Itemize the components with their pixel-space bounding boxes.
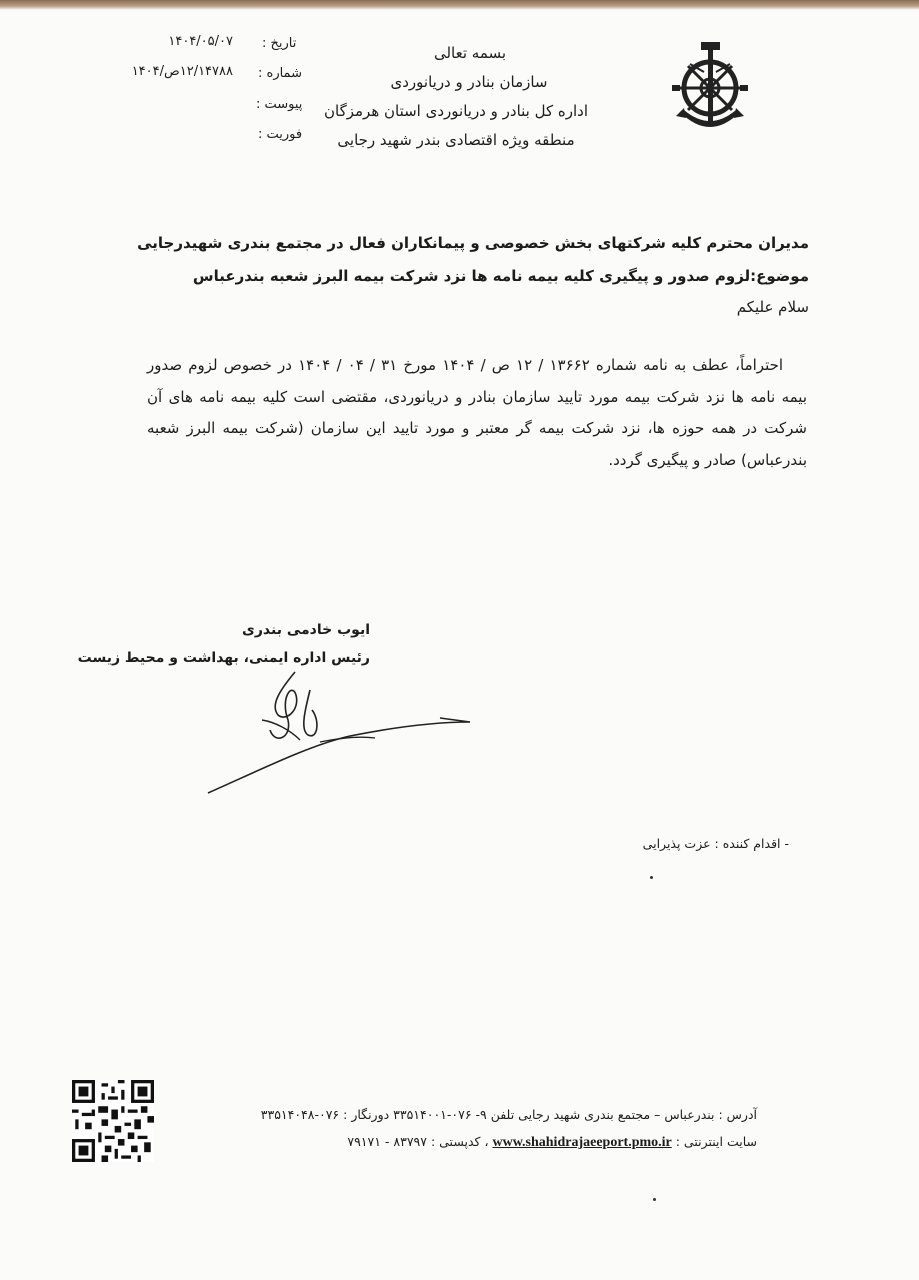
website-prefix: سایت اینترنتی : <box>675 1134 757 1149</box>
date-value: ۱۴۰۴/۰۵/۰۷ <box>168 34 233 49</box>
signatory-name: ایوب خادمی بندری <box>242 622 370 638</box>
website-link[interactable]: www.shahidrajaeeport.pmo.ir <box>492 1135 672 1150</box>
recipient-line: مدیران محترم کلیه شرکتهای بخش خصوصی و پیمانکاران فعال در مجتمع بندری شهیدرجایی <box>137 234 809 252</box>
footer-website-line <box>347 1134 757 1151</box>
paper-speck <box>650 876 653 879</box>
number-label: شماره : <box>258 66 302 81</box>
greeting-line: سلام علیکم <box>736 298 809 316</box>
paper-top-edge <box>0 0 919 10</box>
letter-body: احتراماً، عطف به نامه شماره ۱۳۶۶۲ / ۱۲ ص / ۱۴۰۴ مورخ ۳۱ / ۰۴ / ۱۴۰۴ در خصوص لزوم صدور بیمه نامه ها نزد شرکت بیمه مورد تایید سازمان بنادر و دریانوردی، مقتضی است کلیه بیمه نامه های آن شرکت در همه حوزه ها، نزد شرکت بیمه گر معتبر و مورد تایید این سازمان (شرکت بیمه البرز شعبه بندرعباس) صادر و پیگیری گردد. <box>147 356 807 469</box>
footer-address: آدرس : بندرعباس – مجتمع بندری شهید رجایی تلفن ۹- ۰۷۶-۳۳۵۱۴۰۰۱ دورنگار : ۰۷۶-۳۳۵۱۴۰۴۸ <box>260 1107 757 1122</box>
bismillah-text: بسمه تعالی <box>433 44 507 62</box>
postal-code: ، کدپستی : ۸۳۷۹۷ - ۷۹۱۷۱ <box>347 1134 489 1149</box>
org-line-2: اداره کل بنادر و دریانوردی استان هرمزگان <box>324 102 588 120</box>
action-by-line: - اقدام کننده : عزت پذیرایی <box>642 836 789 851</box>
ports-organization-logo-icon <box>668 42 752 140</box>
letterhead-center <box>306 39 606 155</box>
paper-speck <box>653 1198 656 1201</box>
urgency-label: فوریت : <box>258 127 303 142</box>
org-line-1: سازمان بنادر و دریانوردی <box>390 73 548 91</box>
date-label: تاریخ : <box>262 36 297 51</box>
qr-code-icon <box>72 1080 154 1162</box>
attachment-label: پیوست : <box>256 97 303 112</box>
signatory-title: رئیس اداره ایمنی، بهداشت و محیط زیست <box>77 650 370 666</box>
number-value: ۱۲/۱۴۷۸۸ص/۱۴۰۴ <box>131 64 233 79</box>
subject-line: موضوع:لزوم صدور و پیگیری کلیه بیمه نامه ها نزد شرکت بیمه البرز شعبه بندرعباس <box>192 267 809 285</box>
org-line-3: منطقه ویژه اقتصادی بندر شهید رجایی <box>337 131 575 149</box>
handwritten-signature-icon <box>200 660 480 805</box>
